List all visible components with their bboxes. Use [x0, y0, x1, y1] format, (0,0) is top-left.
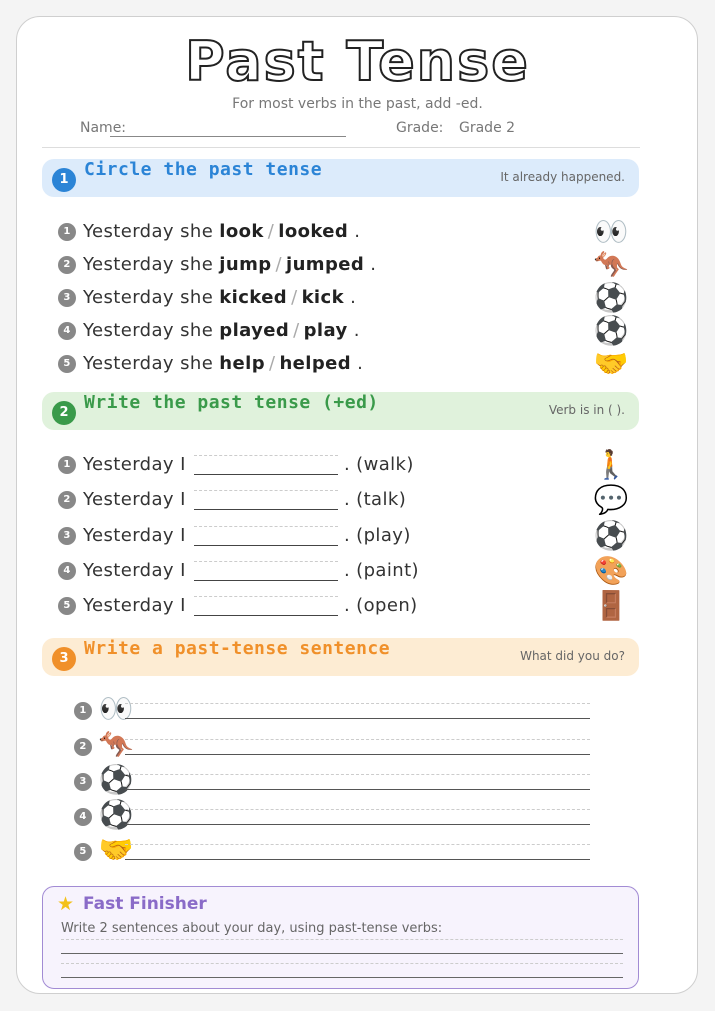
- section-heading: Write the past tense (+ed): [84, 392, 379, 413]
- grade-value: Grade 2: [459, 120, 516, 136]
- kangaroo-icon: 🦘: [98, 728, 134, 761]
- item-stem: Yesterday I: [83, 489, 186, 510]
- soccer-ball-icon: ⚽: [98, 798, 134, 831]
- verb-hint: . (walk): [343, 454, 414, 475]
- circle-item: 2 Yesterday she jump / jumped .: [58, 251, 376, 279]
- header-divider: [42, 147, 640, 148]
- section-hint: Verb is in ( ).: [548, 403, 625, 417]
- item-stem: Yesterday I: [83, 560, 186, 581]
- answer-line[interactable]: [61, 977, 623, 978]
- write-item: [58, 592, 418, 620]
- circle-item: 1 Yesterday she look / looked .: [58, 218, 360, 246]
- item-stem: Yesterday she: [83, 320, 214, 341]
- circle-item: 4 Yesterday she played / play .: [58, 317, 360, 345]
- handshake-icon: 🤝: [593, 347, 629, 380]
- option-past[interactable]: played: [219, 320, 290, 341]
- item-number: 3: [58, 527, 76, 545]
- guide-line: [125, 774, 590, 775]
- item-number: 5: [58, 355, 76, 373]
- item-number: 3: [58, 289, 76, 307]
- star-icon: ★: [57, 893, 75, 915]
- verb-hint: . (paint): [343, 560, 419, 581]
- divider-slash: /: [275, 254, 282, 275]
- item-stem: Yesterday she: [83, 221, 214, 242]
- guide-line: [125, 844, 590, 845]
- divider-slash: /: [293, 320, 300, 341]
- item-number: 2: [58, 256, 76, 274]
- handshake-icon: 🤝: [98, 833, 134, 866]
- item-number: 2: [58, 491, 76, 509]
- item-number: 5: [58, 597, 76, 615]
- section-3-header: [42, 638, 639, 676]
- option-present[interactable]: kick: [301, 287, 344, 308]
- person-walking-icon: 🚶: [593, 448, 629, 481]
- eyes-icon: 👀: [98, 692, 134, 725]
- item-number: 4: [58, 562, 76, 580]
- guide-line: [125, 809, 590, 810]
- item-number: 1: [58, 223, 76, 241]
- verb-hint: . (talk): [343, 489, 407, 510]
- fast-finisher-prompt: Write 2 sentences about your day, using past-tense verbs:: [61, 921, 443, 936]
- answer-blank[interactable]: [194, 596, 338, 616]
- name-field[interactable]: [110, 136, 346, 137]
- name-label: Name:: [80, 120, 127, 136]
- verb-hint: . (open): [343, 595, 418, 616]
- section-number: 1: [52, 168, 76, 192]
- section-hint: What did you do?: [520, 649, 625, 663]
- write-item: [58, 557, 419, 585]
- eyes-icon: 👀: [593, 215, 629, 248]
- option-past[interactable]: looked: [278, 221, 349, 242]
- speech-bubble-icon: 💬: [593, 483, 629, 516]
- section-heading: Write a past-tense sentence: [84, 638, 391, 659]
- palette-icon: 🎨: [593, 554, 629, 587]
- item-stem: Yesterday I: [83, 454, 186, 475]
- guide-line: [61, 939, 623, 940]
- item-stem: Yesterday I: [83, 525, 186, 546]
- option-present[interactable]: look: [219, 221, 264, 242]
- guide-line: [61, 963, 623, 964]
- write-item: [58, 451, 414, 479]
- soccer-ball-icon: ⚽: [593, 281, 629, 314]
- option-present[interactable]: jump: [219, 254, 272, 275]
- option-present[interactable]: play: [303, 320, 348, 341]
- item-stem: Yesterday she: [83, 287, 214, 308]
- item-stem: Yesterday she: [83, 353, 214, 374]
- item-number: 4: [58, 322, 76, 340]
- divider-slash: /: [267, 221, 275, 242]
- item-number: 4: [74, 808, 92, 826]
- sentence-line[interactable]: [125, 824, 590, 825]
- sentence-line[interactable]: [125, 718, 590, 719]
- verb-hint: . (play): [343, 525, 411, 546]
- option-present[interactable]: help: [219, 353, 265, 374]
- section-number: 2: [52, 401, 76, 425]
- sentence-line[interactable]: [125, 789, 590, 790]
- fast-finisher-title: Fast Finisher: [83, 894, 207, 914]
- rule-tip: For most verbs in the past, add -ed.: [232, 96, 483, 112]
- section-1-header: [42, 159, 639, 197]
- answer-line[interactable]: [61, 953, 623, 954]
- soccer-ball-icon: ⚽: [98, 763, 134, 796]
- answer-blank[interactable]: [194, 561, 338, 581]
- sentence-line[interactable]: [125, 859, 590, 860]
- item-number: 3: [74, 773, 92, 791]
- guide-line: [125, 703, 590, 704]
- answer-blank[interactable]: [194, 490, 338, 510]
- item-number: 2: [74, 738, 92, 756]
- circle-item: 5 Yesterday she help / helped .: [58, 350, 363, 378]
- grade-label: Grade:: [396, 120, 444, 136]
- section-hint: It already happened.: [500, 170, 625, 184]
- item-number: 1: [58, 456, 76, 474]
- circle-item: 3 Yesterday she kicked / kick .: [58, 284, 356, 312]
- fast-finisher-box: [42, 886, 639, 989]
- divider-slash: /: [268, 353, 276, 374]
- divider-slash: /: [291, 287, 298, 308]
- option-past[interactable]: kicked: [219, 287, 288, 308]
- item-number: 1: [74, 702, 92, 720]
- write-item: [58, 522, 411, 550]
- door-icon: 🚪: [593, 589, 629, 622]
- option-past[interactable]: jumped: [286, 254, 365, 275]
- sentence-line[interactable]: [125, 754, 590, 755]
- section-heading: Circle the past tense: [84, 159, 323, 180]
- kangaroo-icon: 🦘: [593, 248, 629, 281]
- soccer-ball-icon: ⚽: [593, 314, 629, 347]
- answer-blank[interactable]: [194, 526, 338, 546]
- page-title: Past Tense: [185, 30, 530, 93]
- answer-blank[interactable]: [194, 455, 338, 475]
- item-number: 5: [74, 843, 92, 861]
- section-number: 3: [52, 647, 76, 671]
- write-item: [58, 486, 406, 514]
- option-past[interactable]: helped: [279, 353, 352, 374]
- section-2-header: [42, 392, 639, 430]
- guide-line: [125, 739, 590, 740]
- soccer-ball-icon: ⚽: [593, 519, 629, 552]
- item-stem: Yesterday I: [83, 595, 186, 616]
- item-stem: Yesterday she: [83, 254, 214, 275]
